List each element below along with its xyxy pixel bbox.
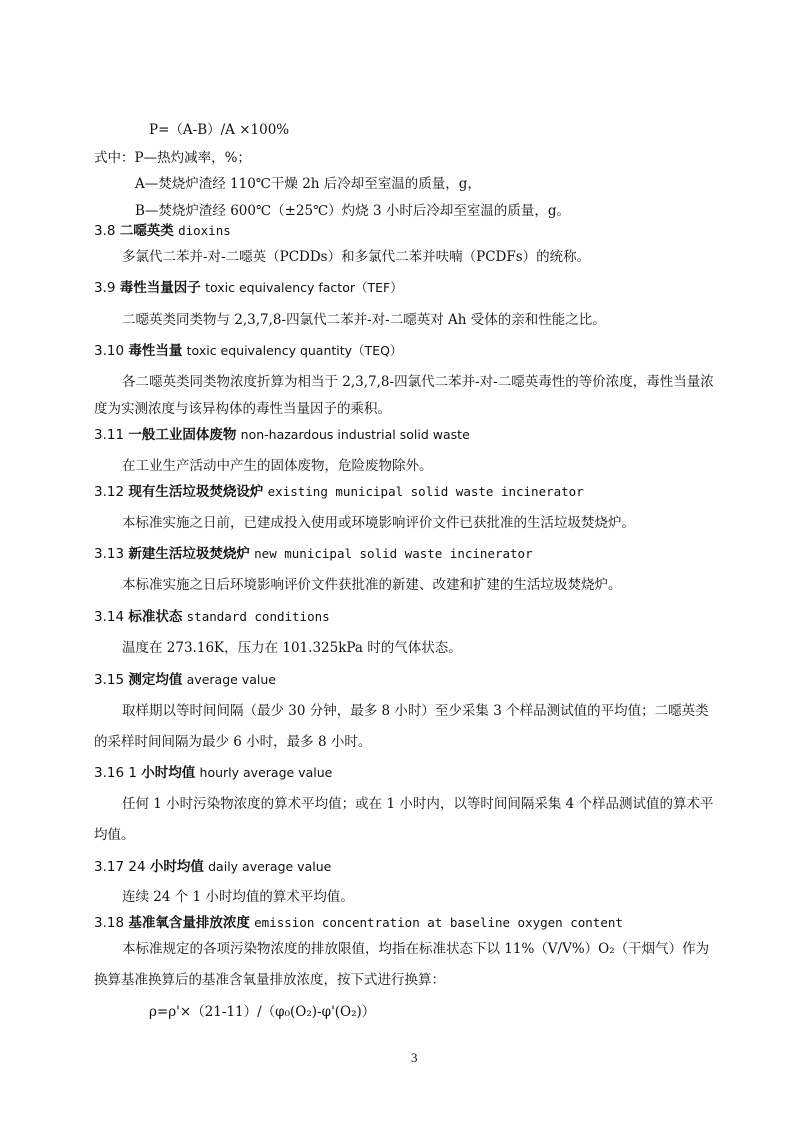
term-definition: 取样期以等时间间隔（最少 30 分钟，最多 8 小时）至少采集 3 个样品测试值的平均值；二噁英类 xyxy=(122,703,709,719)
term-definition: 各二噁英类同类物浓度折算为相当于 2,3,7,8-四氯代二苯并-对-二噁英毒性的等价浓度，毒性当量浓 xyxy=(122,374,714,390)
term-number: 3.14 xyxy=(94,609,125,625)
term-heading xyxy=(94,914,623,932)
term-definition: 温度在 273.16K，压力在 101.325kPa 时的气体状态。 xyxy=(122,640,462,656)
term-heading xyxy=(94,764,332,782)
term-english: average value xyxy=(186,672,276,687)
term-heading xyxy=(94,858,331,876)
term-heading xyxy=(94,483,584,501)
term-heading xyxy=(94,608,330,626)
term-heading xyxy=(94,222,231,240)
term-definition-cont: 的采样时间间隔为最少 6 小时，最多 8 小时。 xyxy=(94,734,372,750)
term-chinese: 小时均值 xyxy=(149,859,204,875)
term-number: 3.8 xyxy=(94,223,116,239)
term-chinese: 二噁英类 xyxy=(119,223,174,239)
definition-a: A—焚烧炉渣经 110℃干燥 2h 后冷却至室温的质量，g， xyxy=(135,176,481,192)
term-definition: 多氯代二苯并-对-二噁英（PCDDs）和多氯代二苯并呋喃（PCDFs）的统称。 xyxy=(122,249,591,265)
term-definition: 本标准实施之日后环境影响评价文件获批准的新建、改建和扩建的生活垃圾焚烧炉。 xyxy=(122,577,622,593)
term-chinese: 一般工业固体废物 xyxy=(128,427,237,443)
term-definition: 二噁英类同类物与 2,3,7,8-四氯代二苯并-对-二噁英对 Ah 受体的亲和性能之比。 xyxy=(122,312,606,328)
page-number: 3 xyxy=(411,1050,418,1065)
term-definition: 本标准实施之日前，已建成投入使用或环境影响评价文件已获批准的生活垃圾焚烧炉。 xyxy=(122,515,635,531)
term-english: toxic equivalency factor（TEF） xyxy=(205,280,403,295)
definition-b: B—焚烧炉渣经 600℃（±25℃）灼烧 3 小时后冷却至室温的质量，g。 xyxy=(135,203,570,219)
term-definition-cont: 度为实测浓度与该异构体的毒性当量因子的乘积。 xyxy=(94,401,391,417)
term-number: 3.18 xyxy=(94,915,125,931)
where-line: 式中：P—热灼减率，%； xyxy=(94,150,251,166)
term-chinese: 毒性当量因子 xyxy=(119,280,201,296)
term-chinese: 现有生活垃圾焚烧设炉 xyxy=(128,484,264,500)
term-number: 3.10 xyxy=(94,343,125,359)
term-heading xyxy=(94,426,470,444)
term-definition: 在工业生产活动中产生的固体废物，危险废物除外。 xyxy=(122,458,433,474)
term-number: 3.17 24 xyxy=(94,859,146,875)
term-definition-cont: 换算基准换算后的基准含氧量排放浓度，按下式进行换算： xyxy=(94,972,445,988)
term-chinese: 小时均值 xyxy=(141,765,196,781)
term-heading xyxy=(94,545,533,563)
term-number: 3.9 xyxy=(94,280,116,296)
term-english: existing municipal solid waste incinerator xyxy=(267,484,584,499)
term-chinese: 毒性当量 xyxy=(128,343,183,359)
term-number: 3.13 xyxy=(94,546,125,562)
term-chinese: 基准氧含量排放浓度 xyxy=(128,915,250,931)
formula-p: P=（A-B）/A ×100% xyxy=(149,122,290,138)
term-number: 3.16 1 xyxy=(94,765,137,781)
term-definition: 任何 1 小时污染物浓度的算术平均值；或在 1 小时内，以等时间间隔采集 4 个样品测试值的算术平 xyxy=(122,796,714,812)
term-number: 3.12 xyxy=(94,484,125,500)
term-english: hourly average value xyxy=(199,765,333,780)
term-english: emission concentration at baseline oxygen content xyxy=(254,915,623,930)
term-english: non-hazardous industrial solid waste xyxy=(240,427,470,442)
term-chinese: 测定均值 xyxy=(128,672,183,688)
term-definition: 本标准规定的各项污染物浓度的排放限值，均指在标准状态下以 11%（V/V%）O₂（干烟气）作为 xyxy=(122,941,710,957)
term-english: dioxins xyxy=(178,223,231,238)
formula-rho: ρ=ρ'×（21-11）/（φ₀(O₂)-φ'(O₂)） xyxy=(149,1004,376,1020)
term-number: 3.11 xyxy=(94,427,125,443)
term-chinese: 标准状态 xyxy=(128,609,183,625)
term-english: standard conditions xyxy=(186,609,330,624)
term-english: daily average value xyxy=(208,859,332,874)
term-definition-cont: 均值。 xyxy=(94,827,135,843)
term-heading xyxy=(94,671,276,689)
term-chinese: 新建生活垃圾焚烧炉 xyxy=(128,546,250,562)
term-number: 3.15 xyxy=(94,672,125,688)
term-heading xyxy=(94,342,402,360)
term-definition: 连续 24 个 1 小时均值的算术平均值。 xyxy=(122,889,354,905)
term-english: new municipal solid waste incinerator xyxy=(254,546,533,561)
term-english: toxic equivalency quantity（TEQ） xyxy=(186,343,403,358)
term-heading xyxy=(94,279,403,297)
